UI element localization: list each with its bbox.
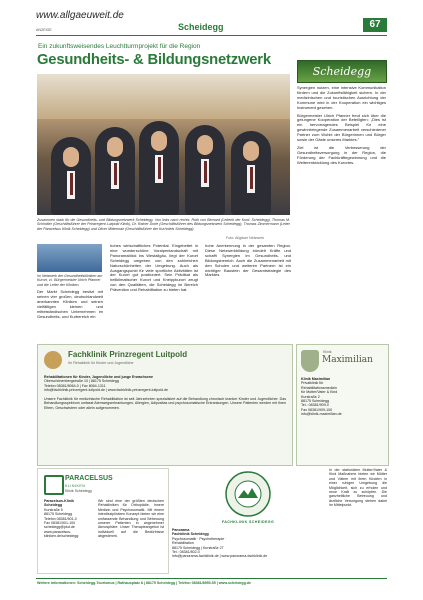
luitpold-body: Unsere Fachklinik für medizinische Rehabilitation ist seit Jahrzehnten spezialisiert auf die Behandlung chronisch kranker Kinder und Jugendlicher. Das Behandlungsspektrum umfasst Atemwegserkrankungen, Allergien, Adipositas und psychosomatische Erkrankungen. Unsere Patienten werden mit ihren Eltern, Geschwistern oder allein aufgenommen. (44, 397, 286, 410)
paracelsus-line-3: 88175 Scheidegg (44, 512, 72, 517)
paracelsus-line-6: scheidegg@pkd.de (44, 525, 75, 530)
panorama-line-4: Rehabilitation (172, 541, 194, 546)
luitpold-tagline: Ihr Rehaklinik für Kinder und Jugendliche (68, 361, 134, 365)
paracelsus-sub: KLINIKEN (65, 484, 86, 488)
maximilian-line-8: Fax 08381/909-100 (301, 407, 333, 412)
group-photo (37, 74, 290, 215)
panorama-ring-text: FACHKLINIK SCHEIDEGG (221, 520, 275, 524)
small-photo-caption: Im Netzwerk der Gesundheitskliniken am Kurort, v.l. Bürgermeister Ulrich Pfanner und die Leiter der Kliniken. (37, 274, 103, 287)
panorama-ring-logo-icon (224, 470, 272, 518)
panorama-line-5: 88175 Scheidegg | Kurstraße 27 (172, 545, 224, 550)
maximilian-body: In der stationären Mutter/Vater & Kind Maßnahme bieten wir Mütter und Vätern mit ihren Kindern in einer ruhigen Umgebung die Möglichkeit, sich zu erholen und neue Kraft zu schöpfen. Die ganzheitliche Betreuung und ärztliche Versorgung stehen dabei im Mittelpunkt. (329, 468, 387, 508)
ad-luitpold (37, 344, 293, 466)
maximilian-contact (301, 377, 385, 417)
ad-maximilian (296, 344, 389, 466)
small-photo (37, 244, 102, 272)
paracelsus-place: Klinik Scheidegg (65, 489, 92, 493)
maximilian-line-7: Tel.: 08381/909-0 (301, 403, 329, 408)
paracelsus-line-2: Kurstraße 5 (44, 507, 63, 512)
luitpold-name: Fachklinik Prinzregent Luitpold (68, 350, 188, 359)
maximilian-crest-icon (301, 350, 319, 372)
luitpold-line-4: info@fachklinik-prinzregent-luitpold.de | www.fachklinik-prinzregent-luitpold.de (44, 388, 169, 393)
article-column-left: Der Markt Scheidegg besitzt mit seinen vier großen, deutschlandweit anerkannten Kliniken und seinen vielfältigen kleinen und mittelständischen Unternehmen im Gesundheits- und Kurbereich ein (37, 290, 103, 319)
luitpold-emblem-icon (44, 351, 62, 369)
panorama-line-7: info@panorama-fachklinik.de | www.panorama-fachklinik.de (172, 554, 268, 559)
luitpold-line-2: Oberschönenbergstraße 10 | 88175 Scheidegg (44, 379, 119, 384)
paracelsus-line-7: www.paracelsus-kliniken.de/scheidegg (44, 529, 79, 539)
paracelsus-logo-icon (44, 475, 64, 495)
far-right-paragraph-3: Ziel ist die Verbesserung der Gesundheitsversorgung in der Region, die Förderung der Fachkräftegewinnung und die Weiterentwicklung des Kurortes. (297, 144, 386, 165)
paracelsus-name: PARACELSUS (65, 475, 113, 482)
panorama-line-1: Panorama (172, 528, 190, 532)
scheidegg-logo: Scheidegg (297, 60, 387, 83)
article-kicker: Ein zukunftsweisendes Leuchtturmprojekt für die Region (38, 43, 201, 50)
luitpold-contact (44, 375, 286, 393)
panorama-line-6: Tel.: 08381/802-0 (172, 550, 200, 555)
luitpold-line-1: Rehabilitationen für Kinder, Jugendliche und junge Erwachsene (44, 375, 154, 379)
maximilian-line-2: Privatklinik für (301, 381, 324, 386)
far-right-paragraph-2: Bürgermeister Ulrich Pfanner freut sich über die gelungene Kooperation der Beteiligten: „Dies ist ein hervorragendes Beispiel für eine gewinnbringende Zusammenarbeit verschiedener Partner zum Wohle der Bürgerinnen und Bürger sowie der Gäste unseres Marktes." (297, 112, 386, 143)
site-url: www.allgaeuweit.de (36, 10, 124, 21)
article-column-middle: hohes wirtschaftliches Potential. Eingebettet in eine wunderschöne Voralpenlandschaft mit Panoramablick ins Westallgäu, liegt der Kurort Scheidegg umgeben von den zahlreichen Naturschönheiten der Umgebung. Auch als Ausgangspunkt für viele sportliche Aktivitäten ist der Kurort gut positioniert. Sein Prädikat als heilklimatischer Kurort und Kneippkurort zeugt von den Qualitäten, die Scheidegg im Bereich Prävention und Rehabilitation zu bieten hat. (110, 244, 198, 293)
section-title: Scheidegg (178, 22, 224, 32)
maximilian-line-4: für Mutter/Vater & Kind (301, 390, 338, 395)
paracelsus-line-1: Paracelsus-Klinik Scheidegg (44, 499, 74, 508)
panorama-contact (172, 528, 322, 559)
maximilian-line-6: 88175 Scheidegg (301, 399, 329, 404)
footer-rule (36, 578, 387, 579)
maximilian-line-3: Rehabilitationsmedizin (301, 385, 337, 390)
maximilian-line-9: info@klinik-maximilian.de (301, 412, 342, 417)
photo-caption: Zusammen stark für die Gesundheits- und Bildungsnetzwerk Scheidegg. Von links nach rechts: Ruth von Bernard (Leiterin der Kurd. Scheidegg), Thomas M. Schindler (Geschäftsführer der Prinzregent Luitpold Klinik), Dr. Rainer Dorle (Geschäftsführer des Bildungsnetzwerk Scheidegg), Thomas Zimmermann (Leiter der Paracelsus Klinik Scheidegg) und Oliver Mittermair (Geschäftsführer der Kurhotels Scheidegg). (37, 218, 290, 231)
ad-paracelsus (37, 468, 169, 574)
ad-panorama (172, 468, 324, 572)
paracelsus-line-5: Fax 08381/501-100 (44, 521, 76, 526)
article-column-right: hohe Anerkennung in der gesamten Region. Diese Netzwerkbildung bündelt Kräfte und schafft Synergien im Gesundheits- und Bildungsbereich. Auch die Zusammenarbeit mit den Schulen und weiteren Partnern ist ein wichtiger Baustein der Gesamtstrategie des Marktes. (205, 244, 291, 278)
header-rule (36, 35, 387, 36)
photo-credit: Foto: Allgäuer Netzwerk (226, 236, 265, 240)
maximilian-name: Maximilian (322, 355, 373, 365)
article-title: Gesundheits- & Bildungsnetzwerk (37, 52, 271, 68)
section-label: ANZEIGE (36, 28, 52, 32)
paracelsus-body: Wir sind eine der größten deutschen Rehakliniken für Orthopädie, Innere Medizin und Psychosomatik. Mit einem interdisziplinären Konzept bieten wir eine umfassende Behandlung und Betreuung unserer Patienten in angenehmer Atmosphäre. Unser Therapieangebot ist individuell auf die Bedürfnisse abgestimmt. (98, 499, 164, 539)
maximilian-line-1: Klinik Maximilian (301, 377, 331, 381)
luitpold-line-3: Telefon 08381/8064-0 | Fax 8064-1311 (44, 383, 106, 388)
paracelsus-contact (44, 499, 92, 539)
maximilian-line-5: Kurstraße 2 (301, 394, 320, 399)
panorama-line-3: Psychosomatik · Psychotherapie · (172, 536, 227, 541)
paracelsus-line-4: Telefon 08381/501-0 (44, 516, 77, 521)
panorama-line-2: Fachklinik Scheidegg (172, 532, 209, 537)
article-column-far-right (297, 86, 386, 334)
far-right-paragraph-1: Synergien nutzen, eine intensive Kommunikation fördern und die Zukunftsfähigkeit sichern. In der medizinischen und touristischen Ausrichtung der Kommune wird in der Kooperation ein wichtiges Instrument gesehen. (297, 86, 386, 110)
page-number: 67 (363, 18, 387, 32)
footer-text: Weitere Informationen: Scheidegg-Tourismus | Rathausplatz 8 | 88175 Scheidegg | Telefon 08381/8955-55 | www.scheidegg.de (37, 581, 251, 585)
maximilian-name-top: Klinik (323, 350, 332, 354)
